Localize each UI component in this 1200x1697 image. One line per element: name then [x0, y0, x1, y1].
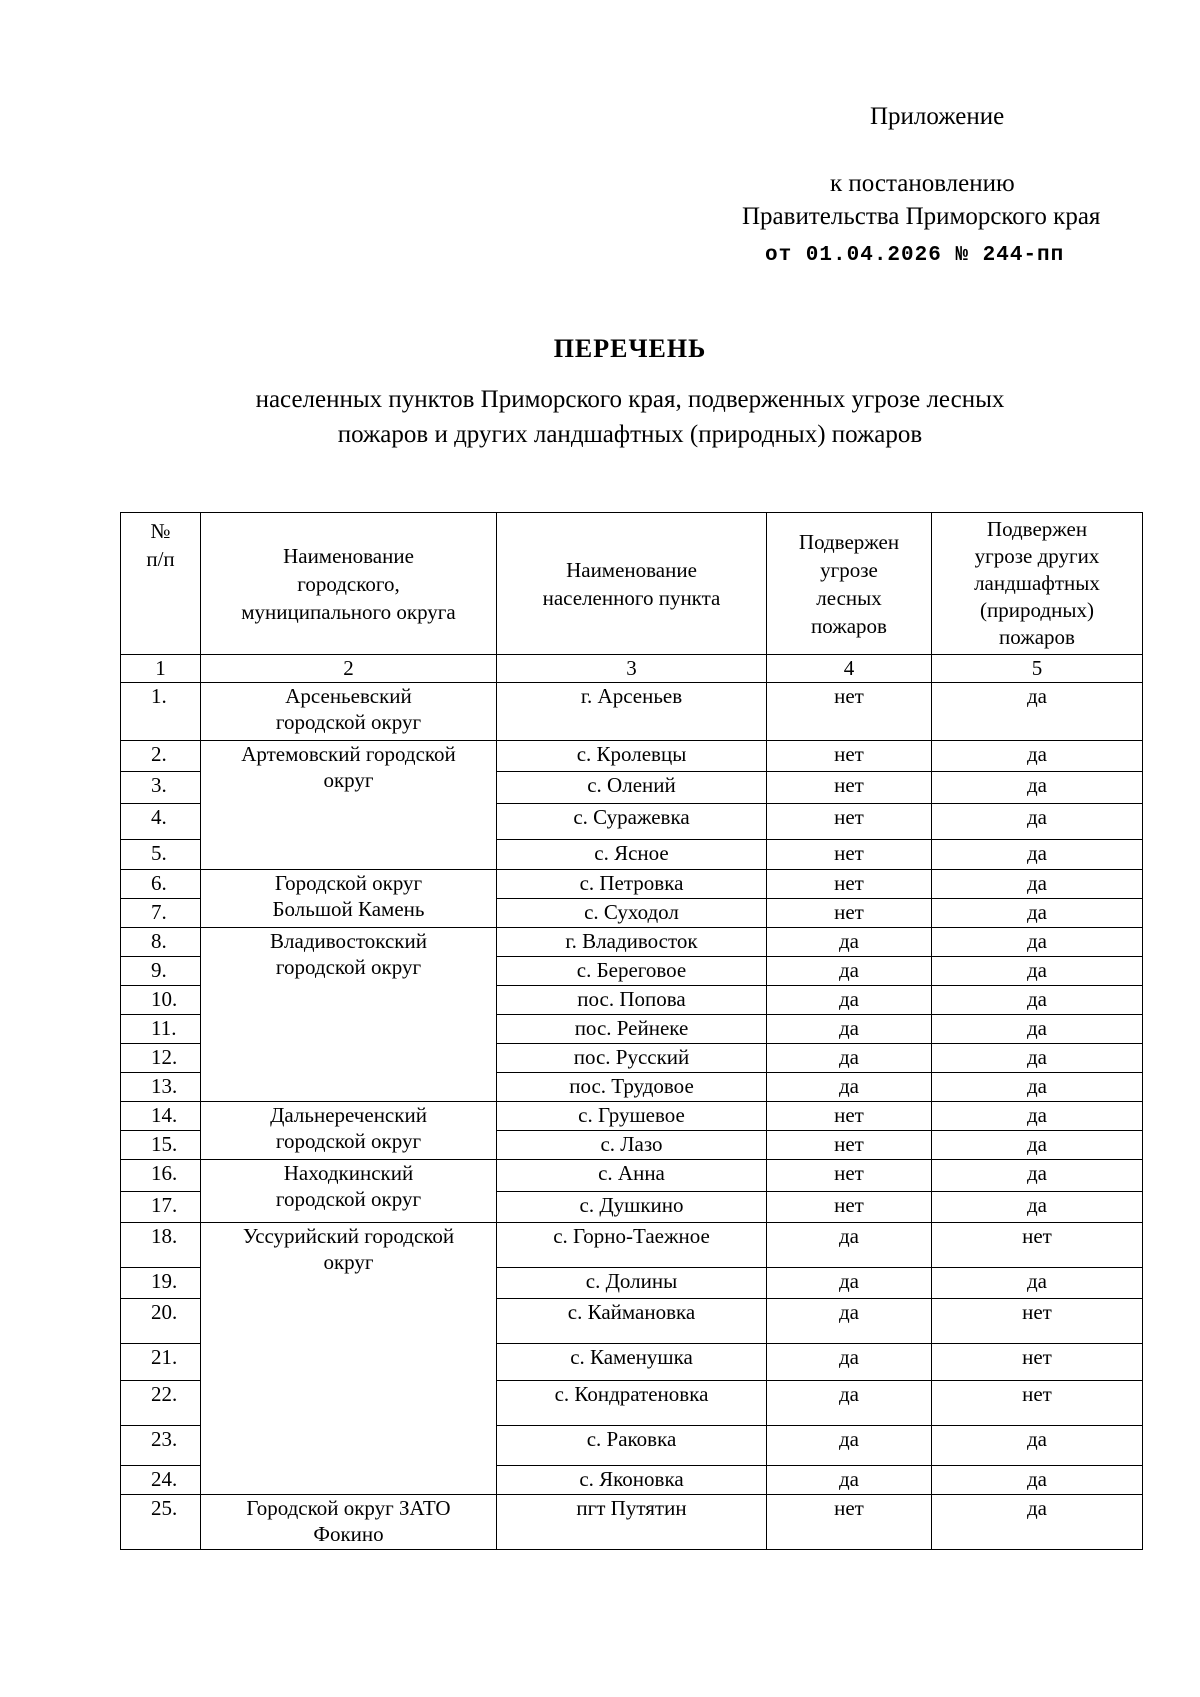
header-forest-line-2: угрозе	[820, 557, 878, 582]
header-forest-line-4: пожаров	[811, 613, 887, 638]
row-number: 16.	[121, 1160, 201, 1192]
forest-fire-cell: нет	[767, 1102, 932, 1131]
settlement-cell: с. Каменушка	[497, 1344, 767, 1381]
settlement-cell: с. Кролевцы	[497, 741, 767, 772]
settlement-cell: с. Яконовка	[497, 1466, 767, 1495]
decree-line-1: к постановлению	[830, 170, 1015, 197]
row-number: 22.	[121, 1381, 201, 1426]
district-line-1: Городской округ ЗАТО	[246, 1496, 451, 1520]
district-line-2: городской округ	[275, 710, 422, 734]
settlement-cell: пос. Попова	[497, 986, 767, 1015]
forest-fire-cell: да	[767, 1426, 932, 1466]
settlement-cell: г. Арсеньев	[497, 683, 767, 741]
table-row	[121, 1495, 1143, 1550]
forest-fire-cell: нет	[767, 741, 932, 772]
settlement-cell: с. Кондратеновка	[497, 1381, 767, 1426]
other-fire-cell: да	[932, 1131, 1143, 1160]
forest-fire-cell: нет	[767, 683, 932, 741]
appendix-label: Приложение	[870, 103, 1005, 130]
district-line-1: Владивостокский	[270, 929, 427, 953]
column-index: 4	[767, 655, 932, 683]
forest-fire-cell: да	[767, 1466, 932, 1495]
other-fire-cell: да	[932, 683, 1143, 741]
settlement-cell: с. Олений	[497, 772, 767, 804]
header-settlement	[497, 513, 767, 655]
forest-fire-cell: нет	[767, 899, 932, 928]
district-line-1: Арсеньевский	[285, 684, 412, 708]
district-line-1: Дальнереченский	[270, 1103, 427, 1127]
document-subtitle	[140, 382, 1120, 452]
settlement-cell: с. Суражевка	[497, 804, 767, 840]
other-fire-cell: да	[932, 1102, 1143, 1131]
row-number: 11.	[121, 1015, 201, 1044]
other-fire-cell: да	[932, 1495, 1143, 1550]
district-cell	[201, 1102, 497, 1160]
other-fire-cell: да	[932, 804, 1143, 840]
settlement-cell: пос. Трудовое	[497, 1073, 767, 1102]
header-forest-fire	[767, 513, 932, 655]
settlement-cell: с. Долины	[497, 1268, 767, 1299]
forest-fire-cell: да	[767, 1268, 932, 1299]
table-row	[121, 1160, 1143, 1192]
other-fire-cell: да	[932, 928, 1143, 957]
row-number: 7.	[121, 899, 201, 928]
district-line-2: городской округ	[275, 1187, 422, 1211]
header-number	[121, 513, 201, 655]
other-fire-cell: да	[932, 840, 1143, 870]
other-fire-cell: нет	[932, 1381, 1143, 1426]
forest-fire-cell: да	[767, 1073, 932, 1102]
district-line-2: округ	[323, 768, 374, 792]
district-line-2: Большой Камень	[272, 897, 425, 921]
row-number: 24.	[121, 1466, 201, 1495]
header-other-line-5: пожаров	[999, 625, 1075, 649]
district-cell	[201, 1495, 497, 1550]
district-cell	[201, 741, 497, 870]
row-number: 23.	[121, 1426, 201, 1466]
table-row	[121, 1223, 1143, 1268]
other-fire-cell: да	[932, 1426, 1143, 1466]
forest-fire-cell: да	[767, 1344, 932, 1381]
settlement-cell: с. Лазо	[497, 1131, 767, 1160]
row-number: 10.	[121, 986, 201, 1015]
forest-fire-cell: да	[767, 1015, 932, 1044]
district-cell	[201, 1160, 497, 1223]
settlement-cell: с. Раковка	[497, 1426, 767, 1466]
row-number: 12.	[121, 1044, 201, 1073]
district-line-1: Городской округ	[274, 871, 423, 895]
header-settlement-line-1: Наименование	[566, 557, 697, 582]
forest-fire-cell: нет	[767, 1131, 932, 1160]
row-number: 18.	[121, 1223, 201, 1268]
forest-fire-cell: нет	[767, 1495, 932, 1550]
column-index: 3	[497, 655, 767, 683]
header-number-line-1: №	[150, 519, 171, 543]
row-number: 3.	[121, 772, 201, 804]
settlement-cell: с. Горно-Таежное	[497, 1223, 767, 1268]
settlement-cell: с. Суходол	[497, 899, 767, 928]
district-cell	[201, 870, 497, 928]
other-fire-cell: да	[932, 870, 1143, 899]
header-other-line-2: угрозе других	[974, 544, 1100, 568]
header-other-line-3: ландшафтных	[974, 571, 1100, 595]
column-index: 1	[121, 655, 201, 683]
table-row	[121, 1102, 1143, 1131]
row-number: 5.	[121, 840, 201, 870]
settlement-cell: г. Владивосток	[497, 928, 767, 957]
settlement-cell: с. Грушевое	[497, 1102, 767, 1131]
header-district	[201, 513, 497, 655]
other-fire-cell: да	[932, 1268, 1143, 1299]
header-district-line-2: городского,	[297, 571, 400, 596]
header-other-line-4: (природных)	[980, 598, 1094, 622]
other-fire-cell: да	[932, 772, 1143, 804]
district-line-2: Фокино	[313, 1522, 384, 1546]
row-number: 20.	[121, 1299, 201, 1344]
forest-fire-cell: нет	[767, 870, 932, 899]
district-cell	[201, 928, 497, 1102]
forest-fire-cell: да	[767, 1223, 932, 1268]
row-number: 14.	[121, 1102, 201, 1131]
row-number: 13.	[121, 1073, 201, 1102]
settlement-cell: с. Береговое	[497, 957, 767, 986]
district-line-1: Уссурийский городской	[242, 1224, 455, 1248]
forest-fire-cell: да	[767, 1381, 932, 1426]
decree-date-number: от 01.04.2026 № 244-пп	[765, 244, 1065, 267]
district-line-2: городской округ	[275, 1129, 422, 1153]
document-title: ПЕРЕЧЕНЬ	[553, 334, 707, 363]
header-other-fire	[932, 513, 1143, 655]
other-fire-cell: да	[932, 1044, 1143, 1073]
settlement-cell: с. Петровка	[497, 870, 767, 899]
other-fire-cell: да	[932, 957, 1143, 986]
district-line-2: городской округ	[275, 955, 422, 979]
settlement-cell: пос. Русский	[497, 1044, 767, 1073]
row-number: 15.	[121, 1131, 201, 1160]
forest-fire-cell: да	[767, 1299, 932, 1344]
header-forest-line-3: лесных	[816, 585, 882, 610]
header-settlement-line-2: населенного пункта	[542, 585, 721, 610]
other-fire-cell: нет	[932, 1223, 1143, 1268]
forest-fire-cell: да	[767, 986, 932, 1015]
district-line-1: Находкинский	[283, 1161, 414, 1185]
column-index: 5	[932, 655, 1143, 683]
subtitle-line-1: населенных пунктов Приморского края, подверженных угрозе лесных	[255, 386, 1005, 413]
other-fire-cell: да	[932, 1073, 1143, 1102]
row-number: 4.	[121, 804, 201, 840]
settlements-table	[120, 512, 1143, 1550]
header-number-line-2: п/п	[146, 547, 175, 571]
row-number: 25.	[121, 1495, 201, 1550]
other-fire-cell: да	[932, 986, 1143, 1015]
row-number: 21.	[121, 1344, 201, 1381]
forest-fire-cell: нет	[767, 1160, 932, 1192]
other-fire-cell: да	[932, 1192, 1143, 1223]
column-index: 2	[201, 655, 497, 683]
other-fire-cell: да	[932, 1160, 1143, 1192]
row-number: 6.	[121, 870, 201, 899]
settlement-cell: пос. Рейнеке	[497, 1015, 767, 1044]
other-fire-cell: да	[932, 1466, 1143, 1495]
forest-fire-cell: нет	[767, 772, 932, 804]
column-index-row	[121, 655, 1143, 683]
table-row	[121, 741, 1143, 772]
other-fire-cell: нет	[932, 1344, 1143, 1381]
forest-fire-cell: нет	[767, 804, 932, 840]
row-number: 9.	[121, 957, 201, 986]
subtitle-line-2: пожаров и других ландшафтных (природных) пожаров	[337, 421, 923, 448]
settlement-cell: пгт Путятин	[497, 1495, 767, 1550]
header-forest-line-1: Подвержен	[798, 529, 900, 554]
settlement-cell: с. Ясное	[497, 840, 767, 870]
row-number: 19.	[121, 1268, 201, 1299]
table-row	[121, 928, 1143, 957]
district-cell	[201, 683, 497, 741]
forest-fire-cell: нет	[767, 1192, 932, 1223]
district-line-1: Артемовский городской	[241, 742, 456, 766]
header-other-line-1: Подвержен	[986, 517, 1088, 541]
header-district-line-1: Наименование	[283, 543, 414, 568]
forest-fire-cell: нет	[767, 840, 932, 870]
forest-fire-cell: да	[767, 1044, 932, 1073]
settlement-cell: с. Анна	[497, 1160, 767, 1192]
table-header-row	[121, 513, 1143, 655]
row-number: 17.	[121, 1192, 201, 1223]
district-line-2: округ	[323, 1250, 374, 1274]
other-fire-cell: да	[932, 741, 1143, 772]
table-row	[121, 683, 1143, 741]
other-fire-cell: да	[932, 899, 1143, 928]
settlement-cell: с. Душкино	[497, 1192, 767, 1223]
district-cell	[201, 1223, 497, 1495]
other-fire-cell: да	[932, 1015, 1143, 1044]
settlement-cell: с. Каймановка	[497, 1299, 767, 1344]
row-number: 2.	[121, 741, 201, 772]
header-district-line-3: муниципального округа	[241, 599, 456, 624]
decree-line-2: Правительства Приморского края	[742, 203, 1101, 230]
forest-fire-cell: да	[767, 928, 932, 957]
row-number: 8.	[121, 928, 201, 957]
other-fire-cell: нет	[932, 1299, 1143, 1344]
forest-fire-cell: да	[767, 957, 932, 986]
table-row	[121, 870, 1143, 899]
row-number: 1.	[121, 683, 201, 741]
